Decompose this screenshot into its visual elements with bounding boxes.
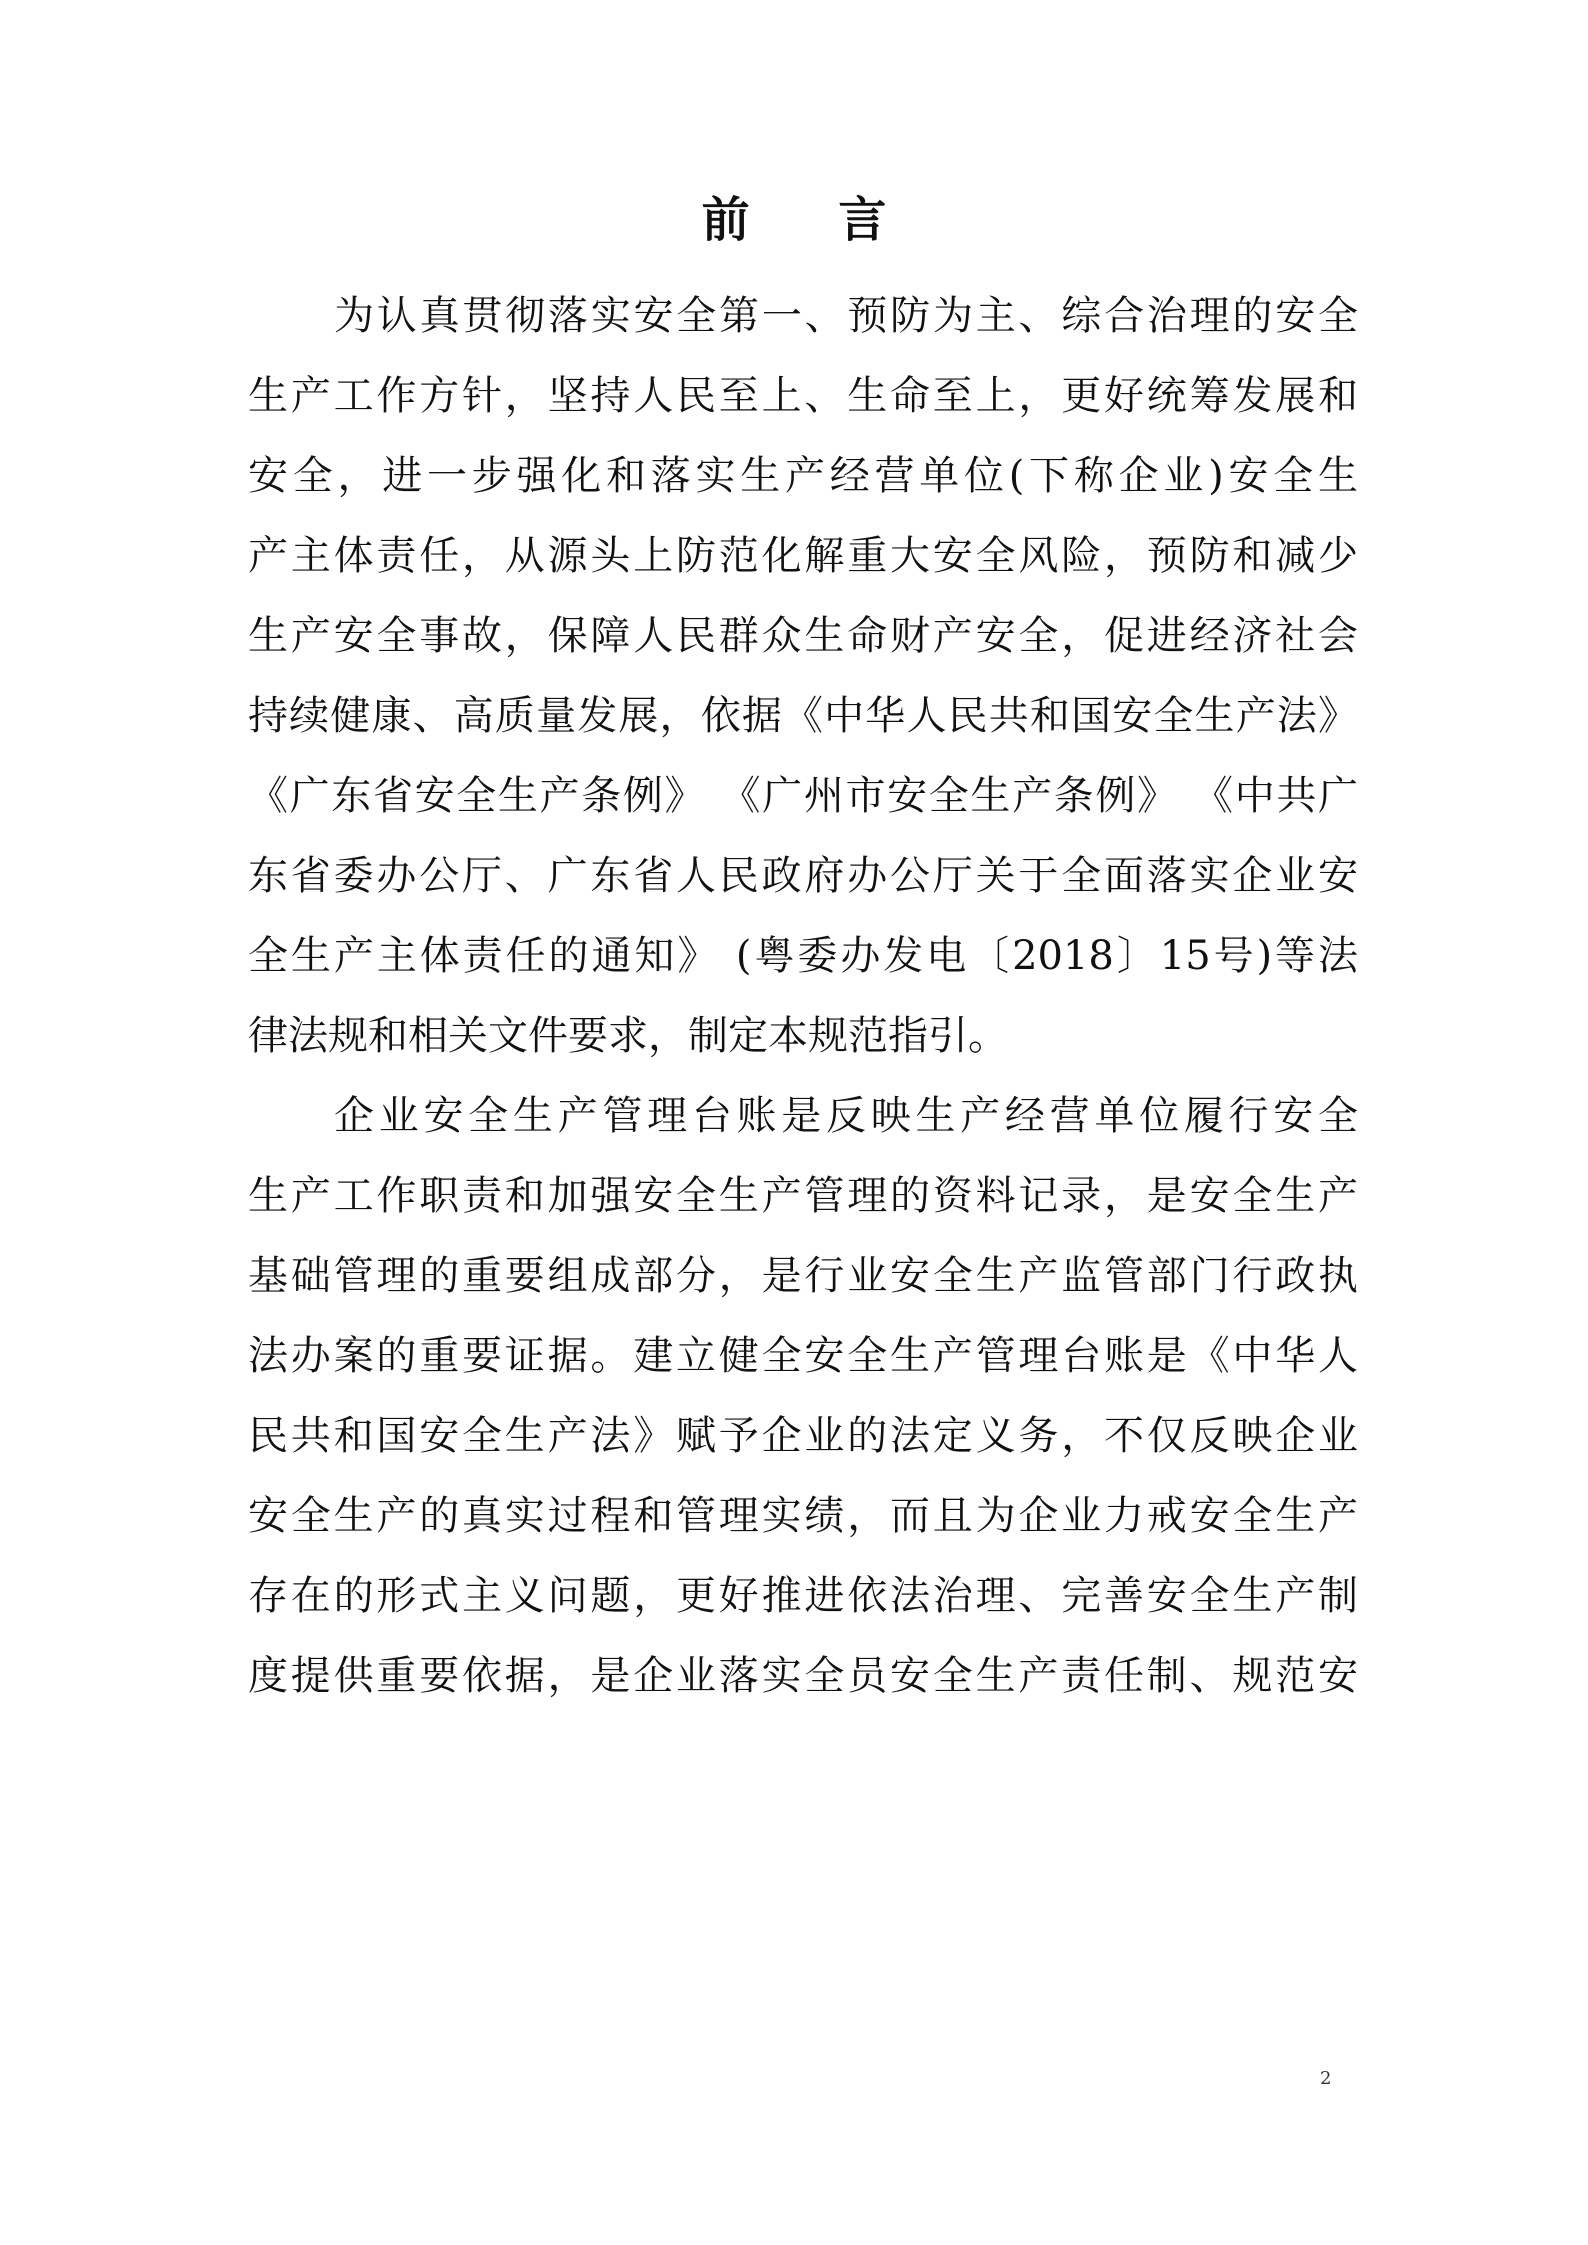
text-line: 生产工作方针，坚持人民至上、生命至上，更好统筹发展和 xyxy=(248,373,1358,419)
text-line: 法办案的重要证据。建立健全安全生产管理台账是《中华人 xyxy=(248,1333,1358,1379)
text-line: 企业安全生产管理台账是反映生产经营单位履行安全 xyxy=(334,1093,1358,1139)
paragraph-2 xyxy=(248,1076,1358,1716)
text-line: 度提供重要依据，是企业落实全员安全生产责任制、规范安 xyxy=(248,1653,1358,1699)
text-line: 律法规和相关文件要求，制定本规范指引。 xyxy=(248,1013,1008,1059)
page-title: 前 言 xyxy=(701,192,923,248)
text-line: 《广东省安全生产条例》 《广州市安全生产条例》 《中共广 xyxy=(248,773,1358,819)
text-line: 东省委办公厅、广东省人民政府办公厅关于全面落实企业安 xyxy=(248,853,1358,899)
text-line: 产主体责任，从源头上防范化解重大安全风险，预防和减少 xyxy=(248,533,1358,579)
text-line: 生产安全事故，保障人民群众生命财产安全，促进经济社会 xyxy=(248,613,1358,659)
text-line: 基础管理的重要组成部分，是行业安全生产监管部门行政执 xyxy=(248,1253,1358,1299)
text-line: 持续健康、高质量发展，依据《中华人民共和国安全生产法》 xyxy=(248,693,1358,739)
text-line: 民共和国安全生产法》赋予企业的法定义务，不仅反映企业 xyxy=(248,1413,1358,1459)
text-line: 存在的形式主义问题，更好推进依法治理、完善安全生产制 xyxy=(248,1573,1358,1619)
text-line: 安全生产的真实过程和管理实绩，而且为企业力戒安全生产 xyxy=(248,1493,1358,1539)
text-line: 生产工作职责和加强安全生产管理的资料记录，是安全生产 xyxy=(248,1173,1358,1219)
text-line: 安全，进一步强化和落实生产经营单位(下称企业)安全生 xyxy=(248,453,1358,499)
text-line: 全生产主体责任的通知》 (粤委办发电〔2018〕15号)等法 xyxy=(248,933,1358,979)
text-line: 为认真贯彻落实安全第一、预防为主、综合治理的安全 xyxy=(334,293,1358,339)
paragraph-1 xyxy=(248,276,1358,1076)
page-number: 2 xyxy=(1320,2068,1332,2089)
